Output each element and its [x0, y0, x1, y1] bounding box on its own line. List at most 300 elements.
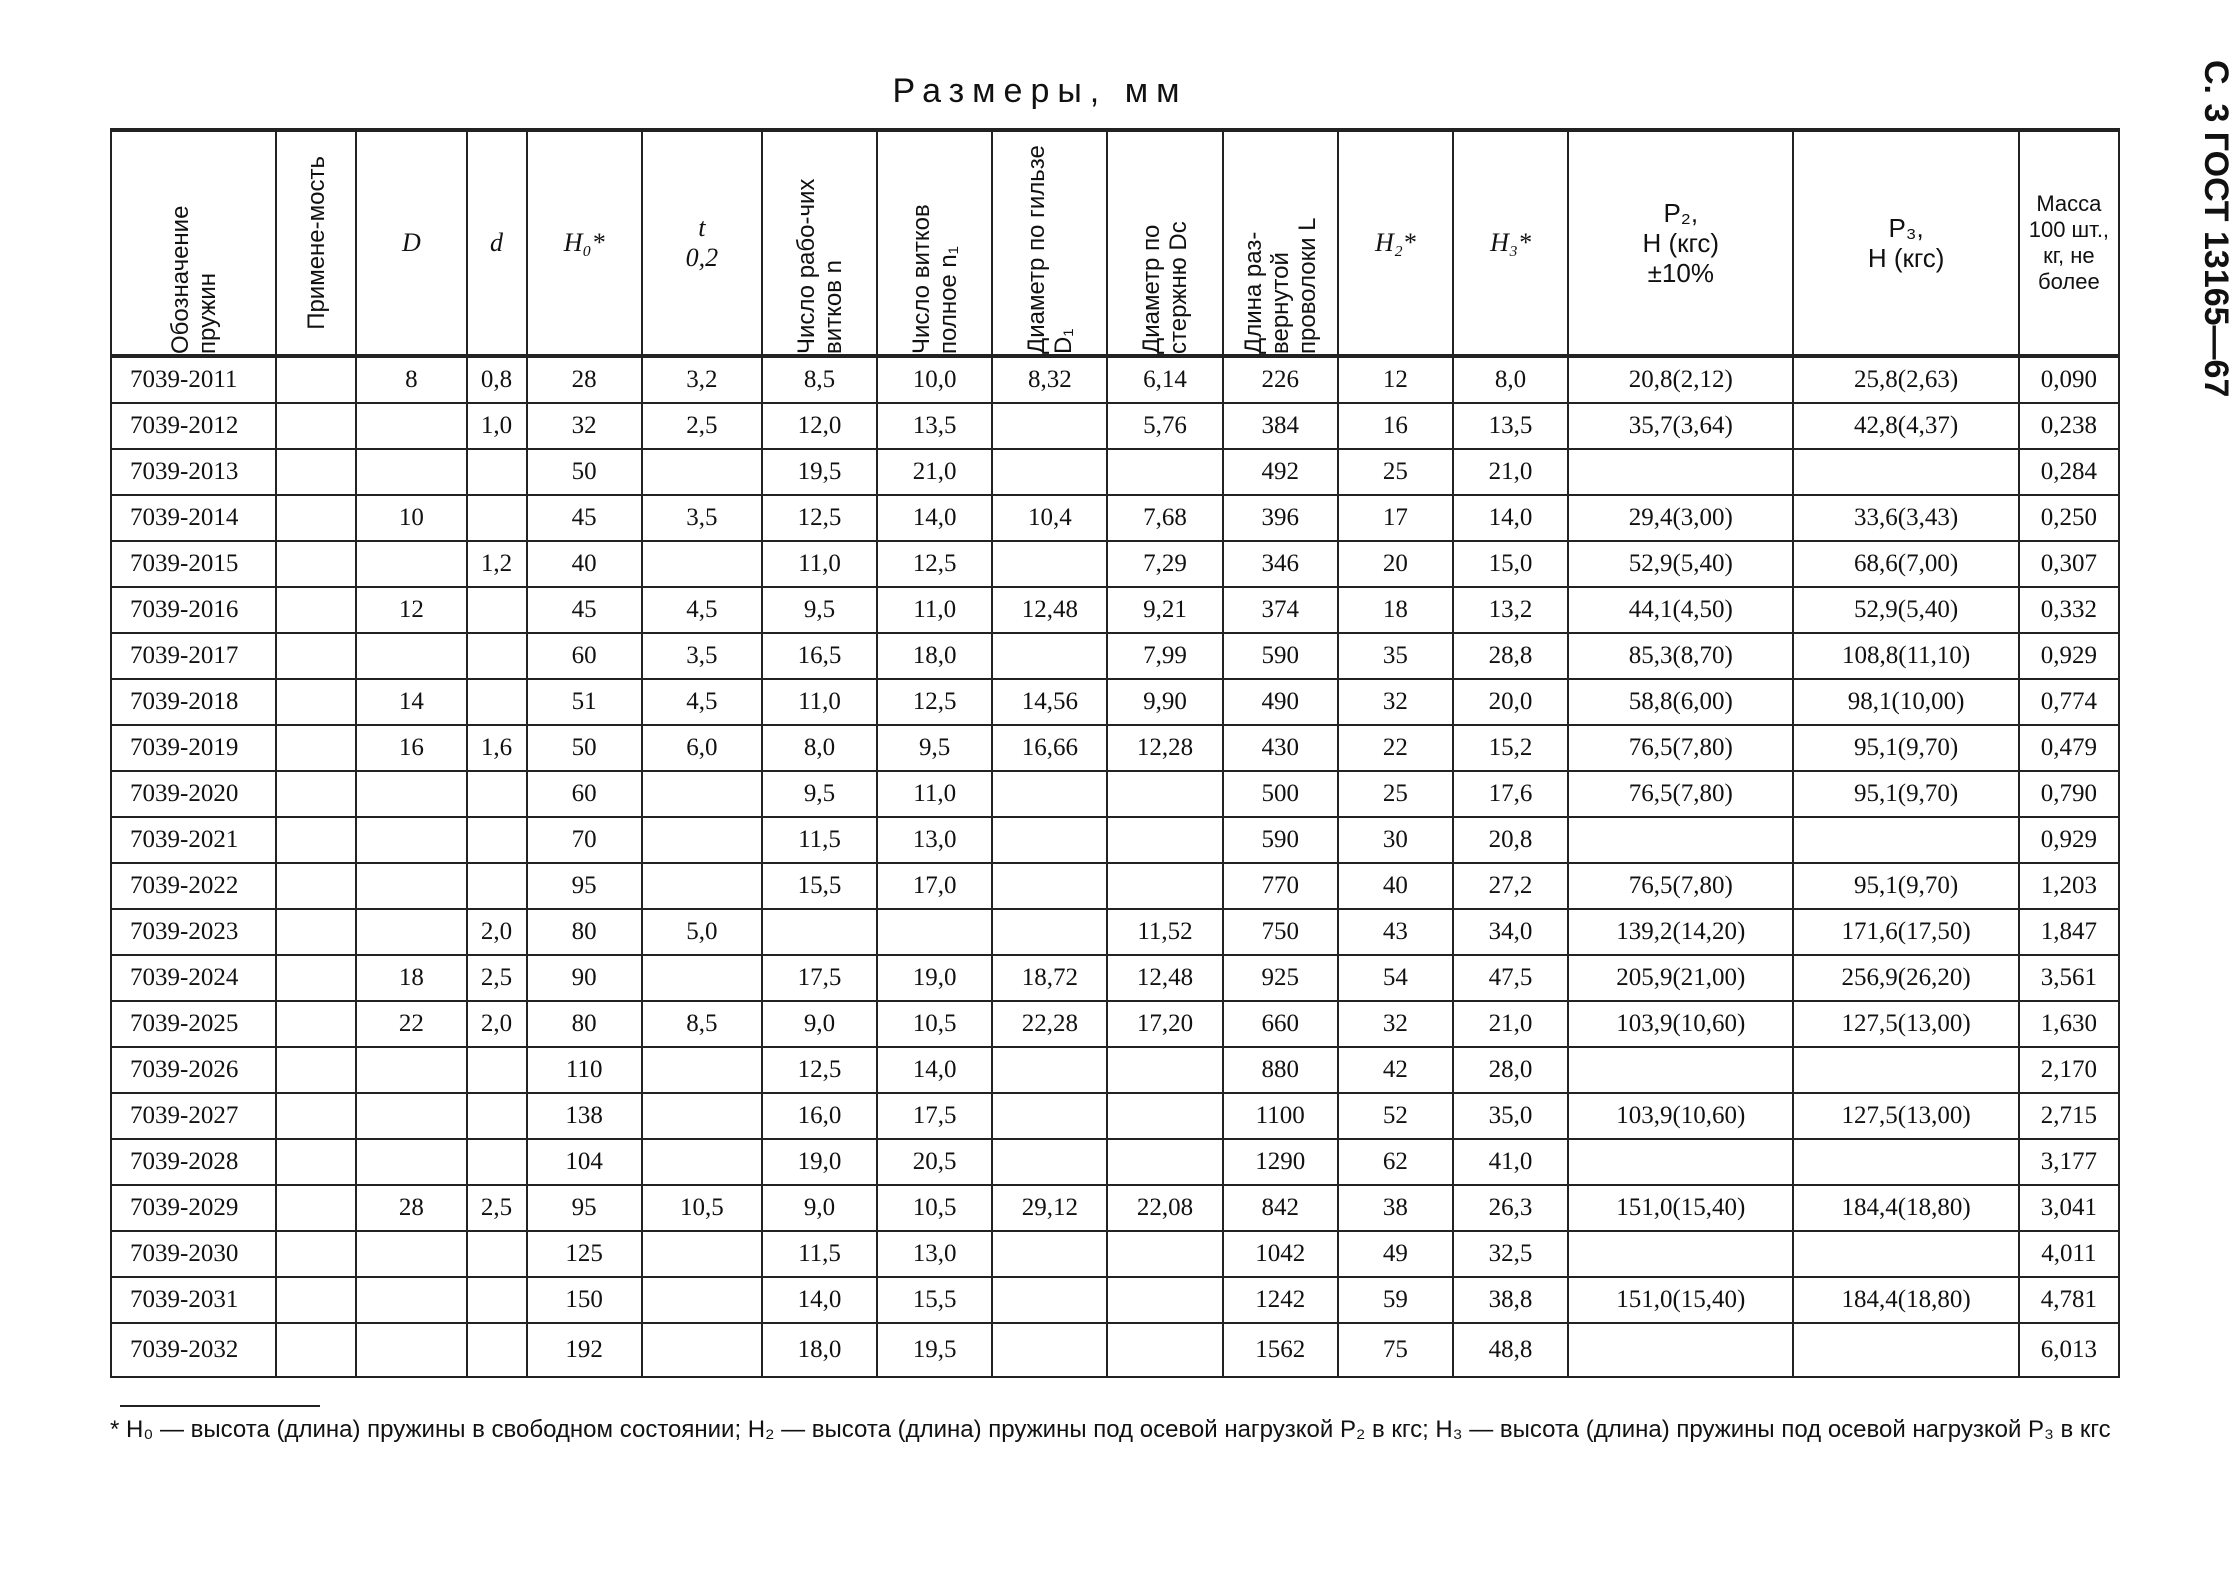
table-cell: 184,4(18,80) — [1793, 1185, 2018, 1231]
table-cell: 18 — [356, 955, 466, 1001]
table-cell: 490 — [1223, 679, 1338, 725]
table-cell: 16,0 — [762, 1093, 877, 1139]
header-applicability: Примене-мость — [276, 130, 356, 356]
table-cell — [992, 1231, 1107, 1277]
table-cell — [992, 1139, 1107, 1185]
table-cell: 2,0 — [467, 909, 527, 955]
table-cell: 3,177 — [2019, 1139, 2119, 1185]
table-cell: 11,0 — [762, 679, 877, 725]
table-cell: 151,0(15,40) — [1568, 1185, 1793, 1231]
table-cell — [877, 909, 992, 955]
table-cell: 10,5 — [642, 1185, 762, 1231]
table-cell: 0,090 — [2019, 356, 2119, 403]
table-cell: 42,8(4,37) — [1793, 403, 2018, 449]
table-cell — [1107, 863, 1222, 909]
table-cell — [642, 1139, 762, 1185]
table-cell — [1107, 771, 1222, 817]
table-cell: 90 — [527, 955, 642, 1001]
table-cell: 16 — [356, 725, 466, 771]
table-cell: 3,5 — [642, 633, 762, 679]
table-body — [111, 356, 2119, 1377]
table-cell: 52,9(5,40) — [1793, 587, 2018, 633]
table-cell: 22,28 — [992, 1001, 1107, 1047]
table-cell: 12 — [1338, 356, 1453, 403]
table-cell: 14,0 — [1453, 495, 1568, 541]
table-cell — [1107, 817, 1222, 863]
table-cell — [356, 1139, 466, 1185]
table-cell: 2,5 — [467, 1185, 527, 1231]
table-cell: 25,8(2,63) — [1793, 356, 2018, 403]
table-row — [111, 1139, 2119, 1185]
table-cell: 4,5 — [642, 587, 762, 633]
table-cell — [276, 1139, 356, 1185]
table-cell: 11,5 — [762, 1231, 877, 1277]
table-cell: 26,3 — [1453, 1185, 1568, 1231]
table-cell: 9,5 — [762, 771, 877, 817]
table-cell: 492 — [1223, 449, 1338, 495]
table-cell: 44,1(4,50) — [1568, 587, 1793, 633]
table-cell: 13,5 — [877, 403, 992, 449]
table-cell: 25 — [1338, 449, 1453, 495]
table-cell: 12,5 — [762, 495, 877, 541]
table-cell: 103,9(10,60) — [1568, 1093, 1793, 1139]
table-row — [111, 403, 2119, 449]
table-cell: 1562 — [1223, 1323, 1338, 1377]
table-cell: 500 — [1223, 771, 1338, 817]
table-cell — [1568, 1231, 1793, 1277]
table-cell — [467, 817, 527, 863]
table-cell — [642, 1231, 762, 1277]
table-cell: 1042 — [1223, 1231, 1338, 1277]
table-row — [111, 725, 2119, 771]
table-cell: 14,0 — [877, 495, 992, 541]
table-cell: 8,5 — [762, 356, 877, 403]
table-cell: 29,4(3,00) — [1568, 495, 1793, 541]
table-cell: 16 — [1338, 403, 1453, 449]
side-label — [2195, 60, 2235, 460]
spring-designation-cell: 7039-2013 — [111, 449, 276, 495]
header-rod-diameter: Диаметр по стержню Dс — [1107, 130, 1222, 356]
table-cell: 151,0(15,40) — [1568, 1277, 1793, 1323]
table-cell: 95 — [527, 1185, 642, 1231]
table-cell: 103,9(10,60) — [1568, 1001, 1793, 1047]
table-cell — [276, 863, 356, 909]
table-cell: 2,5 — [467, 955, 527, 1001]
table-cell — [276, 587, 356, 633]
table-cell: 16,66 — [992, 725, 1107, 771]
table-cell: 28,0 — [1453, 1047, 1568, 1093]
table-cell: 54 — [1338, 955, 1453, 1001]
table-cell — [1793, 1139, 2018, 1185]
table-cell: 76,5(7,80) — [1568, 863, 1793, 909]
table-cell: 6,0 — [642, 725, 762, 771]
table-cell: 1,0 — [467, 403, 527, 449]
spring-designation-cell: 7039-2028 — [111, 1139, 276, 1185]
table-cell: 16,5 — [762, 633, 877, 679]
table-cell — [467, 679, 527, 725]
table-cell: 68,6(7,00) — [1793, 541, 2018, 587]
table-cell — [992, 541, 1107, 587]
table-cell: 95,1(9,70) — [1793, 863, 2018, 909]
table-cell: 384 — [1223, 403, 1338, 449]
table-cell: 11,0 — [762, 541, 877, 587]
table-cell: 59 — [1338, 1277, 1453, 1323]
table-cell — [992, 449, 1107, 495]
table-cell: 60 — [527, 633, 642, 679]
table-cell: 48,8 — [1453, 1323, 1568, 1377]
table-cell — [642, 863, 762, 909]
header-designation: Обозначение пружин — [111, 130, 276, 356]
table-row — [111, 449, 2119, 495]
table-cell: 4,011 — [2019, 1231, 2119, 1277]
table-cell — [467, 1139, 527, 1185]
table-row — [111, 633, 2119, 679]
header-row — [111, 130, 2119, 356]
table-cell — [1793, 817, 2018, 863]
table-cell: 35,0 — [1453, 1093, 1568, 1139]
table-cell: 30 — [1338, 817, 1453, 863]
table-cell: 95 — [527, 863, 642, 909]
table-cell — [1568, 449, 1793, 495]
table-cell: 58,8(6,00) — [1568, 679, 1793, 725]
table-cell: 127,5(13,00) — [1793, 1093, 2018, 1139]
spring-designation-cell: 7039-2022 — [111, 863, 276, 909]
table-cell: 8,32 — [992, 356, 1107, 403]
table-cell — [992, 1093, 1107, 1139]
table-cell: 3,5 — [642, 495, 762, 541]
table-cell: 3,041 — [2019, 1185, 2119, 1231]
table-cell — [356, 771, 466, 817]
table-cell: 1,847 — [2019, 909, 2119, 955]
spring-designation-cell: 7039-2019 — [111, 725, 276, 771]
table-cell: 14,0 — [762, 1277, 877, 1323]
table-cell: 22,08 — [1107, 1185, 1222, 1231]
table-cell — [1107, 1047, 1222, 1093]
table-cell: 29,12 — [992, 1185, 1107, 1231]
table-cell: 38 — [1338, 1185, 1453, 1231]
table-cell: 32 — [1338, 1001, 1453, 1047]
table-cell: 38,8 — [1453, 1277, 1568, 1323]
table-cell — [276, 1093, 356, 1139]
table-cell: 47,5 — [1453, 955, 1568, 1001]
table-cell: 45 — [527, 495, 642, 541]
table-cell: 10,4 — [992, 495, 1107, 541]
table-cell: 205,9(21,00) — [1568, 955, 1793, 1001]
table-cell: 590 — [1223, 633, 1338, 679]
footnote-rule — [120, 1405, 320, 1407]
table-cell: 19,5 — [877, 1323, 992, 1377]
table-cell: 256,9(26,20) — [1793, 955, 2018, 1001]
header-P2: P₂, Н (кгс) ±10% — [1568, 130, 1793, 356]
table-cell: 28 — [356, 1185, 466, 1231]
header-total-coils: Число витков полное n₁ — [877, 130, 992, 356]
table-cell: 98,1(10,00) — [1793, 679, 2018, 725]
table-cell: 125 — [527, 1231, 642, 1277]
table-row — [111, 771, 2119, 817]
spring-designation-cell: 7039-2014 — [111, 495, 276, 541]
table-cell: 15,5 — [877, 1277, 992, 1323]
table-cell: 42 — [1338, 1047, 1453, 1093]
spring-designation-cell: 7039-2011 — [111, 356, 276, 403]
table-cell — [276, 1001, 356, 1047]
table-cell — [276, 356, 356, 403]
table-cell: 43 — [1338, 909, 1453, 955]
table-cell: 660 — [1223, 1001, 1338, 1047]
header-t: t 0,2 — [642, 130, 762, 356]
table-cell: 17,5 — [877, 1093, 992, 1139]
table-cell — [467, 1231, 527, 1277]
table-caption: Размеры, мм — [892, 72, 1188, 110]
side-label-text: С. 3 ГОСТ 13165—67 — [2197, 60, 2235, 398]
table-cell: 15,0 — [1453, 541, 1568, 587]
table-cell — [276, 909, 356, 955]
table-cell: 396 — [1223, 495, 1338, 541]
table-cell: 0,284 — [2019, 449, 2119, 495]
table-row — [111, 1185, 2119, 1231]
table-cell — [992, 1277, 1107, 1323]
table-cell: 11,52 — [1107, 909, 1222, 955]
table-cell: 226 — [1223, 356, 1338, 403]
table-cell — [992, 403, 1107, 449]
table-cell — [642, 541, 762, 587]
table-cell: 50 — [527, 449, 642, 495]
spring-designation-cell: 7039-2023 — [111, 909, 276, 955]
table-cell — [356, 1093, 466, 1139]
table-cell — [356, 863, 466, 909]
table-cell: 70 — [527, 817, 642, 863]
table-cell — [642, 1277, 762, 1323]
spring-designation-cell: 7039-2027 — [111, 1093, 276, 1139]
table-cell — [1568, 1139, 1793, 1185]
table-cell: 25 — [1338, 771, 1453, 817]
table-cell: 22 — [356, 1001, 466, 1047]
table-cell: 17,0 — [877, 863, 992, 909]
table-cell: 9,5 — [762, 587, 877, 633]
spring-designation-cell: 7039-2021 — [111, 817, 276, 863]
table-cell: 1242 — [1223, 1277, 1338, 1323]
spring-designation-cell: 7039-2029 — [111, 1185, 276, 1231]
table-cell: 18,0 — [762, 1323, 877, 1377]
table-cell: 192 — [527, 1323, 642, 1377]
table-cell: 9,90 — [1107, 679, 1222, 725]
table-cell: 12,28 — [1107, 725, 1222, 771]
table-cell: 12 — [356, 587, 466, 633]
spring-designation-cell: 7039-2032 — [111, 1323, 276, 1377]
table-cell: 1,2 — [467, 541, 527, 587]
table-cell — [467, 863, 527, 909]
table-cell — [992, 633, 1107, 679]
table-cell — [276, 541, 356, 587]
spring-designation-cell: 7039-2017 — [111, 633, 276, 679]
table-cell — [1107, 1093, 1222, 1139]
table-cell — [467, 771, 527, 817]
header-working-coils: Число рабо-чих витков n — [762, 130, 877, 356]
table-cell: 21,0 — [877, 449, 992, 495]
table-cell: 20,8 — [1453, 817, 1568, 863]
table-cell — [276, 1047, 356, 1093]
table-cell — [356, 1323, 466, 1377]
table-cell — [356, 449, 466, 495]
table-cell: 52 — [1338, 1093, 1453, 1139]
table-cell — [276, 1277, 356, 1323]
table-cell: 108,8(11,10) — [1793, 633, 2018, 679]
table-cell: 7,29 — [1107, 541, 1222, 587]
table-cell — [467, 1277, 527, 1323]
table-cell: 95,1(9,70) — [1793, 725, 2018, 771]
table-cell — [467, 1047, 527, 1093]
table-cell: 9,5 — [877, 725, 992, 771]
table-cell — [467, 495, 527, 541]
table-cell: 10,5 — [877, 1001, 992, 1047]
table-cell: 6,013 — [2019, 1323, 2119, 1377]
table-row — [111, 909, 2119, 955]
table-cell: 19,5 — [762, 449, 877, 495]
header-D: D — [356, 130, 466, 356]
table-cell: 20,5 — [877, 1139, 992, 1185]
table-cell: 0,238 — [2019, 403, 2119, 449]
spring-designation-cell: 7039-2026 — [111, 1047, 276, 1093]
table-cell: 1,6 — [467, 725, 527, 771]
table-cell — [467, 1323, 527, 1377]
table-cell — [642, 1323, 762, 1377]
table-cell: 0,929 — [2019, 817, 2119, 863]
table-cell: 12,5 — [877, 541, 992, 587]
table-cell: 3,561 — [2019, 955, 2119, 1001]
table-cell: 52,9(5,40) — [1568, 541, 1793, 587]
table-cell — [642, 449, 762, 495]
table-cell — [762, 909, 877, 955]
table-cell — [642, 771, 762, 817]
table-cell: 5,76 — [1107, 403, 1222, 449]
table-cell — [642, 1047, 762, 1093]
table-cell: 32,5 — [1453, 1231, 1568, 1277]
table-cell — [276, 403, 356, 449]
table-cell: 17,6 — [1453, 771, 1568, 817]
table-cell: 10 — [356, 495, 466, 541]
spring-designation-cell: 7039-2031 — [111, 1277, 276, 1323]
table-cell: 95,1(9,70) — [1793, 771, 2018, 817]
table-cell: 1290 — [1223, 1139, 1338, 1185]
table-cell — [276, 817, 356, 863]
table-cell: 60 — [527, 771, 642, 817]
header-P3: P₃, Н (кгс) — [1793, 130, 2018, 356]
table-cell: 17,5 — [762, 955, 877, 1001]
header-mass: Масса 100 шт., кг, не более — [2019, 130, 2119, 356]
table-cell — [642, 817, 762, 863]
table-cell — [992, 909, 1107, 955]
table-cell: 18,72 — [992, 955, 1107, 1001]
table-cell — [1793, 1047, 2018, 1093]
table-cell: 41,0 — [1453, 1139, 1568, 1185]
table-cell — [992, 817, 1107, 863]
table-cell: 8,5 — [642, 1001, 762, 1047]
table-cell — [356, 1047, 466, 1093]
table-cell: 8,0 — [762, 725, 877, 771]
table-cell: 138 — [527, 1093, 642, 1139]
table-cell — [467, 633, 527, 679]
table-cell — [642, 1093, 762, 1139]
table-cell — [356, 1277, 466, 1323]
table-cell: 12,0 — [762, 403, 877, 449]
header-H2: H₂* — [1338, 130, 1453, 356]
table-cell: 13,5 — [1453, 403, 1568, 449]
table-cell: 110 — [527, 1047, 642, 1093]
table-cell — [276, 1231, 356, 1277]
table-cell: 590 — [1223, 817, 1338, 863]
table-cell — [1568, 817, 1793, 863]
table-cell: 50 — [527, 725, 642, 771]
table-cell: 9,21 — [1107, 587, 1222, 633]
table-cell — [642, 955, 762, 1001]
table-cell — [356, 541, 466, 587]
table-cell: 32 — [1338, 679, 1453, 725]
table-cell — [276, 679, 356, 725]
header-wire-length: Длина раз-вернутой проволоки L — [1223, 130, 1338, 356]
table-row — [111, 495, 2119, 541]
table-cell: 12,5 — [762, 1047, 877, 1093]
table-cell: 17 — [1338, 495, 1453, 541]
table-cell: 104 — [527, 1139, 642, 1185]
table-cell: 171,6(17,50) — [1793, 909, 2018, 955]
table-cell — [1793, 1231, 2018, 1277]
spring-designation-cell: 7039-2025 — [111, 1001, 276, 1047]
table-cell: 13,0 — [877, 817, 992, 863]
table-cell — [276, 1323, 356, 1377]
table-cell: 0,332 — [2019, 587, 2119, 633]
table-cell: 14,56 — [992, 679, 1107, 725]
table-cell: 0,250 — [2019, 495, 2119, 541]
table-cell: 35,7(3,64) — [1568, 403, 1793, 449]
table-cell: 21,0 — [1453, 1001, 1568, 1047]
table-cell: 13,0 — [877, 1231, 992, 1277]
table-row — [111, 1231, 2119, 1277]
table-cell: 8 — [356, 356, 466, 403]
table-cell: 20,0 — [1453, 679, 1568, 725]
table-cell: 19,0 — [762, 1139, 877, 1185]
table-cell — [992, 771, 1107, 817]
table-cell: 75 — [1338, 1323, 1453, 1377]
table-row — [111, 1093, 2119, 1139]
table-row — [111, 679, 2119, 725]
table-cell — [356, 909, 466, 955]
table-cell — [276, 449, 356, 495]
table-cell: 11,0 — [877, 771, 992, 817]
table-cell: 27,2 — [1453, 863, 1568, 909]
table-cell: 6,14 — [1107, 356, 1222, 403]
table-cell — [276, 633, 356, 679]
table-cell: 17,20 — [1107, 1001, 1222, 1047]
table-cell: 880 — [1223, 1047, 1338, 1093]
table-cell: 5,0 — [642, 909, 762, 955]
table-row — [111, 817, 2119, 863]
table-cell: 51 — [527, 679, 642, 725]
table-cell — [467, 449, 527, 495]
table-row — [111, 1047, 2119, 1093]
table-cell: 19,0 — [877, 955, 992, 1001]
table-cell: 2,170 — [2019, 1047, 2119, 1093]
table-cell: 40 — [1338, 863, 1453, 909]
table-cell — [356, 633, 466, 679]
table-row — [111, 1277, 2119, 1323]
table-cell: 2,5 — [642, 403, 762, 449]
table-cell — [467, 587, 527, 633]
table-cell — [1793, 449, 2018, 495]
table-cell: 430 — [1223, 725, 1338, 771]
table-row — [111, 955, 2119, 1001]
table-cell — [276, 495, 356, 541]
spring-designation-cell: 7039-2015 — [111, 541, 276, 587]
table-cell: 770 — [1223, 863, 1338, 909]
